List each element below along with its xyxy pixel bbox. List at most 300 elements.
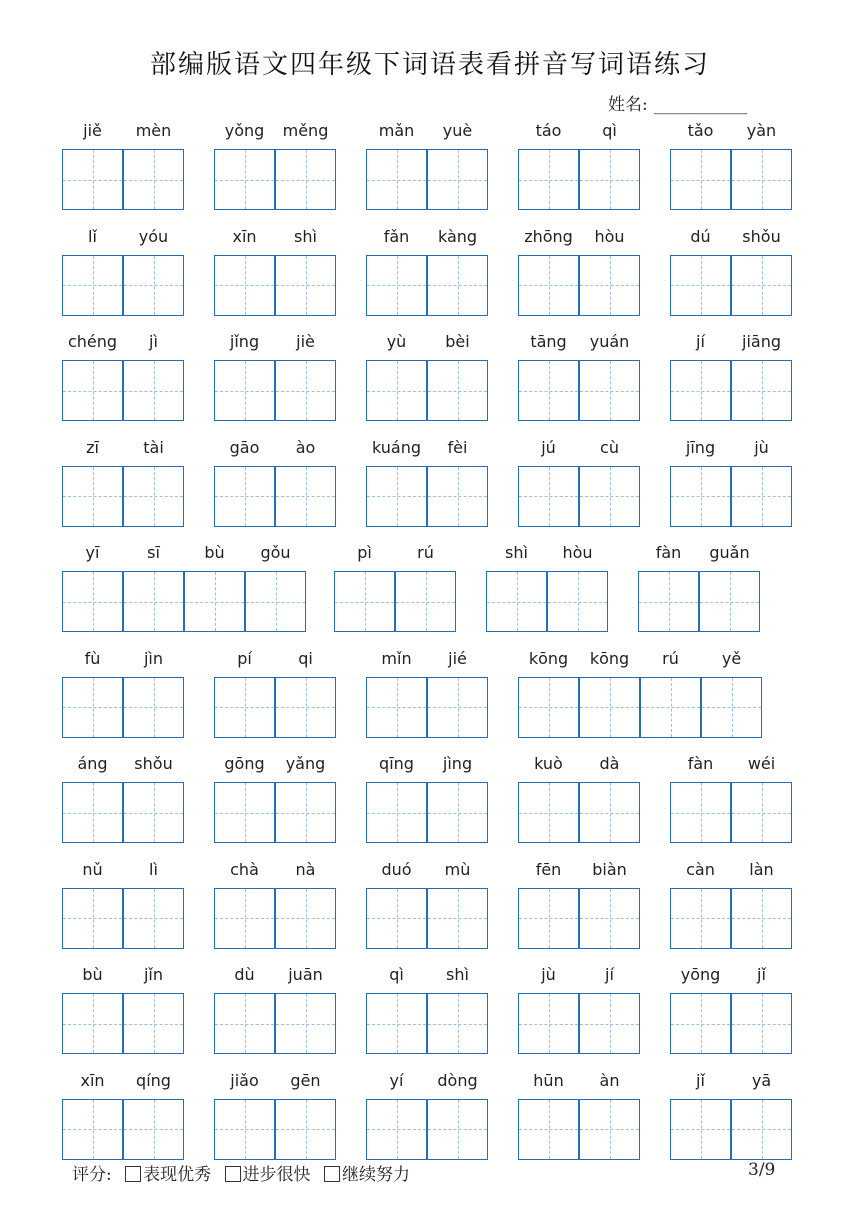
tianzige-cell[interactable] (62, 149, 123, 210)
cell-guide-vertical (610, 994, 611, 1053)
tianzige-cell[interactable] (579, 993, 640, 1054)
cell-guide-vertical (397, 1100, 398, 1159)
pinyin-label: yī (85, 543, 100, 562)
pinyin-label: fàn (687, 754, 714, 773)
pinyin-label: tāng (530, 332, 567, 351)
pinyin-label: fǎn (383, 226, 410, 246)
tianzige-cell[interactable] (670, 466, 731, 527)
pinyin-label: qì (602, 121, 617, 140)
pinyin-label: mǎn (378, 121, 415, 140)
pinyin-label: jiè (296, 332, 315, 351)
cell-guide-vertical (701, 361, 702, 420)
tianzige-cell[interactable] (214, 1099, 275, 1160)
tianzige-cell[interactable] (366, 466, 427, 527)
cell-guide-vertical (306, 361, 307, 420)
cell-guide-vertical (245, 256, 246, 315)
cell-guide-vertical (306, 1100, 307, 1159)
checkbox-icon[interactable] (324, 1166, 340, 1182)
checkbox-icon[interactable] (225, 1166, 241, 1182)
tianzige-cell[interactable] (214, 677, 275, 738)
pinyin-label: kuò (534, 754, 563, 773)
cell-guide-vertical (245, 783, 246, 842)
pinyin-label: duó (381, 859, 412, 879)
cell-guide-vertical (610, 467, 611, 526)
tianzige-cell[interactable] (214, 993, 275, 1054)
pinyin-label: jù (541, 965, 556, 984)
tianzige-cell[interactable] (731, 466, 792, 527)
practice-row (0, 332, 860, 432)
tianzige-cell[interactable] (640, 677, 701, 738)
tianzige-cell[interactable] (62, 360, 123, 421)
cell-guide-vertical (93, 994, 94, 1053)
tianzige-cell[interactable] (731, 360, 792, 421)
cell-guide-vertical (245, 994, 246, 1053)
pinyin-label: jìng (442, 754, 473, 773)
cell-guide-vertical (397, 783, 398, 842)
score-option-excellent[interactable]: 表现优秀 (125, 1165, 211, 1185)
tianzige-cell[interactable] (123, 782, 184, 843)
pinyin-label: jié (448, 648, 467, 668)
practice-row (0, 438, 860, 538)
tianzige-cell[interactable] (275, 782, 336, 843)
cell-guide-vertical (365, 572, 366, 631)
pinyin-label: jǐng (229, 332, 260, 351)
pinyin-label: yuè (442, 121, 473, 140)
tianzige-cell[interactable] (427, 993, 488, 1054)
cell-guide-vertical (154, 1100, 155, 1159)
tianzige-cell[interactable] (518, 360, 579, 421)
cell-guide-vertical (154, 467, 155, 526)
practice-row (0, 754, 860, 854)
cell-guide-vertical (458, 1100, 459, 1159)
tianzige-cell[interactable] (214, 149, 275, 210)
tianzige-cell[interactable] (731, 149, 792, 210)
cell-guide-vertical (549, 1100, 550, 1159)
pinyin-label: jiāng (742, 332, 781, 351)
pinyin-label: jǐ (757, 965, 766, 984)
score-label: 评分: (72, 1165, 112, 1185)
cell-guide-vertical (732, 678, 733, 737)
pinyin-label: shì (446, 965, 469, 984)
tianzige-cell[interactable] (62, 571, 123, 632)
cell-guide-vertical (397, 467, 398, 526)
tianzige-cell[interactable] (518, 1099, 579, 1160)
tianzige-cell[interactable] (670, 888, 731, 949)
cell-guide-vertical (762, 361, 763, 420)
pinyin-label: hūn (533, 1070, 564, 1090)
pinyin-label: shǒu (742, 226, 781, 246)
cell-guide-vertical (701, 256, 702, 315)
practice-row (0, 965, 860, 1065)
cell-guide-vertical (701, 150, 702, 209)
cell-guide-vertical (154, 150, 155, 209)
cell-guide-vertical (154, 994, 155, 1053)
pinyin-label: àn (599, 1070, 620, 1090)
page-number: 3/9 (748, 1160, 776, 1180)
cell-guide-vertical (762, 783, 763, 842)
tianzige-cell[interactable] (62, 677, 123, 738)
tianzige-cell[interactable] (579, 782, 640, 843)
tianzige-cell[interactable] (214, 782, 275, 843)
tianzige-cell[interactable] (731, 782, 792, 843)
tianzige-cell[interactable] (427, 888, 488, 949)
cell-guide-vertical (701, 994, 702, 1053)
cell-guide-vertical (610, 256, 611, 315)
tianzige-cell[interactable] (275, 149, 336, 210)
tianzige-cell[interactable] (670, 255, 731, 316)
pinyin-label: yā (751, 1070, 772, 1090)
pinyin-label: kōng (589, 648, 630, 668)
tianzige-cell[interactable] (123, 993, 184, 1054)
cell-guide-vertical (93, 783, 94, 842)
cell-guide-vertical (397, 678, 398, 737)
pinyin-label: dà (599, 754, 620, 773)
tianzige-cell[interactable] (731, 255, 792, 316)
pinyin-label: rú (417, 543, 434, 562)
tianzige-cell[interactable] (579, 888, 640, 949)
tianzige-cell[interactable] (366, 255, 427, 316)
tianzige-cell[interactable] (731, 888, 792, 949)
cell-guide-vertical (610, 1100, 611, 1159)
pinyin-label: wéi (747, 754, 776, 773)
tianzige-cell[interactable] (245, 571, 306, 632)
cell-guide-vertical (154, 889, 155, 948)
tianzige-cell[interactable] (701, 677, 762, 738)
tianzige-cell[interactable] (427, 677, 488, 738)
tianzige-cell[interactable] (579, 360, 640, 421)
cell-guide-vertical (245, 678, 246, 737)
cell-guide-vertical (93, 150, 94, 209)
cell-guide-vertical (245, 1100, 246, 1159)
cell-guide-vertical (458, 467, 459, 526)
cell-guide-vertical (458, 994, 459, 1053)
pinyin-label: shǒu (134, 754, 173, 773)
pinyin-label: yóu (138, 226, 169, 246)
cell-guide-vertical (517, 572, 518, 631)
pinyin-label: yàn (746, 121, 777, 140)
tianzige-cell[interactable] (62, 888, 123, 949)
cell-guide-vertical (397, 361, 398, 420)
tianzige-cell[interactable] (275, 466, 336, 527)
cell-guide-vertical (458, 889, 459, 948)
pinyin-label: fàn (655, 543, 682, 562)
cell-guide-vertical (426, 572, 427, 631)
tianzige-cell[interactable] (123, 360, 184, 421)
pinyin-label: yǒng (224, 121, 265, 140)
cell-guide-vertical (397, 994, 398, 1053)
cell-guide-vertical (671, 678, 672, 737)
pinyin-label: qi (298, 648, 313, 668)
pinyin-label: hòu (562, 543, 593, 562)
tianzige-cell[interactable] (275, 1099, 336, 1160)
pinyin-label: nà (295, 859, 316, 879)
practice-row (0, 543, 860, 643)
cell-guide-vertical (306, 150, 307, 209)
score-option-keep-trying[interactable]: 继续努力 (324, 1165, 410, 1185)
pinyin-label: jiǎo (230, 1070, 259, 1090)
name-blank[interactable]: ___________ (653, 95, 748, 115)
pinyin-label: biàn (592, 859, 627, 879)
pinyin-label: táo (535, 121, 562, 140)
tianzige-cell[interactable] (123, 149, 184, 210)
pinyin-label: chéng (67, 332, 118, 351)
cell-guide-vertical (549, 889, 550, 948)
tianzige-cell[interactable] (62, 782, 123, 843)
pinyin-label: yù (386, 332, 407, 351)
pinyin-label: pí (237, 648, 252, 668)
cell-guide-vertical (93, 467, 94, 526)
cell-guide-vertical (93, 678, 94, 737)
tianzige-cell[interactable] (427, 149, 488, 210)
cell-guide-vertical (306, 678, 307, 737)
pinyin-label: pì (357, 543, 372, 562)
tianzige-cell[interactable] (670, 149, 731, 210)
tianzige-cell[interactable] (275, 360, 336, 421)
tianzige-cell[interactable] (518, 888, 579, 949)
page-title: 部编版语文四年级下词语表看拼音写词语练习 (149, 50, 710, 80)
cell-guide-vertical (549, 256, 550, 315)
tianzige-cell[interactable] (123, 677, 184, 738)
pinyin-label: yě (721, 648, 742, 668)
cell-guide-vertical (549, 783, 550, 842)
tianzige-cell[interactable] (214, 466, 275, 527)
pinyin-label: jǐn (143, 965, 164, 984)
pinyin-label: gēn (290, 1070, 321, 1090)
score-option-improving[interactable]: 进步很快 (225, 1165, 311, 1185)
tianzige-cell[interactable] (579, 1099, 640, 1160)
pinyin-label: tài (143, 437, 164, 457)
name-field[interactable] (608, 90, 747, 115)
practice-row (0, 860, 860, 960)
pinyin-label: yuán (589, 332, 630, 351)
pinyin-label: jìn (143, 648, 164, 668)
pinyin-label: xīn (232, 226, 257, 246)
pinyin-label: chà (230, 859, 259, 879)
cell-guide-vertical (549, 150, 550, 209)
tianzige-cell[interactable] (366, 149, 427, 210)
checkbox-icon[interactable] (125, 1166, 141, 1182)
pinyin-label: yǎng (285, 754, 326, 773)
tianzige-cell[interactable] (518, 255, 579, 316)
cell-guide-vertical (610, 783, 611, 842)
cell-guide-vertical (245, 361, 246, 420)
tianzige-cell[interactable] (123, 1099, 184, 1160)
pinyin-label: hòu (594, 226, 625, 246)
pinyin-label: qíng (136, 1070, 171, 1090)
cell-guide-vertical (306, 889, 307, 948)
cell-guide-vertical (154, 572, 155, 631)
cell-guide-vertical (549, 467, 550, 526)
name-label: 姓名: (608, 95, 648, 115)
pinyin-label: jǐ (696, 1070, 705, 1090)
pinyin-label: bù (82, 965, 103, 984)
cell-guide-vertical (701, 783, 702, 842)
cell-guide-vertical (93, 889, 94, 948)
pinyin-label: jú (541, 437, 556, 457)
practice-row (0, 227, 860, 327)
tianzige-cell[interactable] (275, 255, 336, 316)
pinyin-label: kuáng (371, 437, 421, 457)
pinyin-label: lǐ (88, 226, 97, 246)
tianzige-cell[interactable] (366, 782, 427, 843)
pinyin-label: gǒu (260, 543, 291, 562)
tianzige-cell[interactable] (579, 255, 640, 316)
pinyin-label: shì (294, 226, 317, 246)
pinyin-label: jì (149, 332, 158, 351)
cell-guide-vertical (610, 889, 611, 948)
cell-guide-vertical (154, 256, 155, 315)
pinyin-label: kōng (528, 648, 569, 668)
tianzige-cell[interactable] (62, 1099, 123, 1160)
cell-guide-vertical (458, 150, 459, 209)
pinyin-label: gāo (229, 437, 260, 457)
pinyin-label: mù (444, 859, 471, 879)
pinyin-label: yí (389, 1070, 404, 1090)
tianzige-cell[interactable] (62, 993, 123, 1054)
cell-guide-vertical (93, 1100, 94, 1159)
cell-guide-vertical (306, 783, 307, 842)
cell-guide-vertical (762, 889, 763, 948)
cell-guide-vertical (306, 994, 307, 1053)
cell-guide-vertical (397, 889, 398, 948)
pinyin-label: jīng (685, 437, 716, 457)
tianzige-cell[interactable] (731, 1099, 792, 1160)
tianzige-cell[interactable] (184, 571, 245, 632)
pinyin-label: xīn (80, 1070, 105, 1090)
pinyin-label: cù (600, 437, 619, 457)
tianzige-cell[interactable] (62, 466, 123, 527)
practice-row (0, 649, 860, 749)
pinyin-label: dù (234, 965, 255, 984)
tianzige-cell[interactable] (123, 571, 184, 632)
pinyin-label: kàng (437, 226, 478, 246)
tianzige-cell[interactable] (670, 360, 731, 421)
tianzige-cell[interactable] (123, 888, 184, 949)
tianzige-cell[interactable] (62, 255, 123, 316)
tianzige-cell[interactable] (334, 571, 395, 632)
pinyin-label: jù (754, 437, 769, 457)
tianzige-cell[interactable] (518, 149, 579, 210)
cell-guide-vertical (701, 1100, 702, 1159)
cell-guide-vertical (549, 994, 550, 1053)
tianzige-cell[interactable] (486, 571, 547, 632)
pinyin-label: qì (389, 965, 404, 984)
tianzige-cell[interactable] (670, 1099, 731, 1160)
cell-guide-vertical (610, 361, 611, 420)
cell-guide-vertical (762, 994, 763, 1053)
cell-guide-vertical (154, 678, 155, 737)
tianzige-cell[interactable] (518, 782, 579, 843)
tianzige-cell[interactable] (518, 993, 579, 1054)
pinyin-label: nǔ (82, 859, 103, 879)
practice-row (0, 121, 860, 221)
tianzige-cell[interactable] (638, 571, 699, 632)
tianzige-cell[interactable] (214, 360, 275, 421)
tianzige-cell[interactable] (670, 782, 731, 843)
pinyin-label: měng (282, 121, 329, 140)
tianzige-cell[interactable] (699, 571, 760, 632)
cell-guide-vertical (154, 783, 155, 842)
tianzige-cell[interactable] (427, 466, 488, 527)
tianzige-cell[interactable] (366, 1099, 427, 1160)
pinyin-label: càn (686, 859, 715, 879)
tianzige-cell[interactable] (518, 677, 579, 738)
pinyin-label: sī (147, 543, 160, 562)
tianzige-cell[interactable] (214, 888, 275, 949)
pinyin-label: dú (690, 226, 711, 246)
score-section (72, 1160, 410, 1185)
pinyin-label: jiě (83, 121, 102, 140)
tianzige-cell[interactable] (579, 677, 640, 738)
pinyin-label: guǎn (709, 543, 750, 562)
cell-guide-vertical (215, 572, 216, 631)
cell-guide-vertical (610, 150, 611, 209)
tianzige-cell[interactable] (427, 360, 488, 421)
pinyin-label: zhōng (524, 226, 573, 246)
cell-guide-vertical (669, 572, 670, 631)
cell-guide-vertical (458, 678, 459, 737)
cell-guide-vertical (701, 889, 702, 948)
tianzige-cell[interactable] (547, 571, 608, 632)
pinyin-label: ào (295, 437, 316, 457)
cell-guide-vertical (245, 467, 246, 526)
tianzige-cell[interactable] (366, 888, 427, 949)
cell-guide-vertical (701, 467, 702, 526)
cell-guide-vertical (93, 256, 94, 315)
tianzige-cell[interactable] (366, 677, 427, 738)
cell-guide-vertical (276, 572, 277, 631)
pinyin-label: bèi (445, 332, 470, 351)
cell-guide-vertical (397, 150, 398, 209)
cell-guide-vertical (762, 256, 763, 315)
pinyin-label: tǎo (687, 121, 714, 140)
tianzige-cell[interactable] (275, 677, 336, 738)
cell-guide-vertical (549, 361, 550, 420)
cell-guide-vertical (306, 256, 307, 315)
tianzige-cell[interactable] (518, 466, 579, 527)
tianzige-cell[interactable] (427, 1099, 488, 1160)
tianzige-cell[interactable] (275, 993, 336, 1054)
pinyin-label: juān (288, 965, 323, 984)
tianzige-cell[interactable] (579, 466, 640, 527)
tianzige-cell[interactable] (670, 993, 731, 1054)
tianzige-cell[interactable] (366, 360, 427, 421)
tianzige-cell[interactable] (123, 466, 184, 527)
cell-guide-vertical (762, 467, 763, 526)
tianzige-cell[interactable] (579, 149, 640, 210)
cell-guide-vertical (458, 783, 459, 842)
tianzige-cell[interactable] (275, 888, 336, 949)
pinyin-label: mǐn (381, 648, 412, 668)
tianzige-cell[interactable] (366, 993, 427, 1054)
tianzige-cell[interactable] (731, 993, 792, 1054)
cell-guide-vertical (93, 361, 94, 420)
tianzige-cell[interactable] (123, 255, 184, 316)
pinyin-label: yōng (680, 965, 721, 984)
tianzige-cell[interactable] (427, 255, 488, 316)
tianzige-cell[interactable] (395, 571, 456, 632)
pinyin-label: zī (86, 437, 99, 457)
pinyin-label: fù (84, 648, 101, 668)
cell-guide-vertical (397, 256, 398, 315)
cell-guide-vertical (93, 572, 94, 631)
pinyin-label: áng (77, 754, 108, 773)
pinyin-label: jí (696, 332, 705, 351)
tianzige-cell[interactable] (427, 782, 488, 843)
cell-guide-vertical (245, 150, 246, 209)
pinyin-label: fèi (447, 437, 468, 457)
tianzige-cell[interactable] (214, 255, 275, 316)
